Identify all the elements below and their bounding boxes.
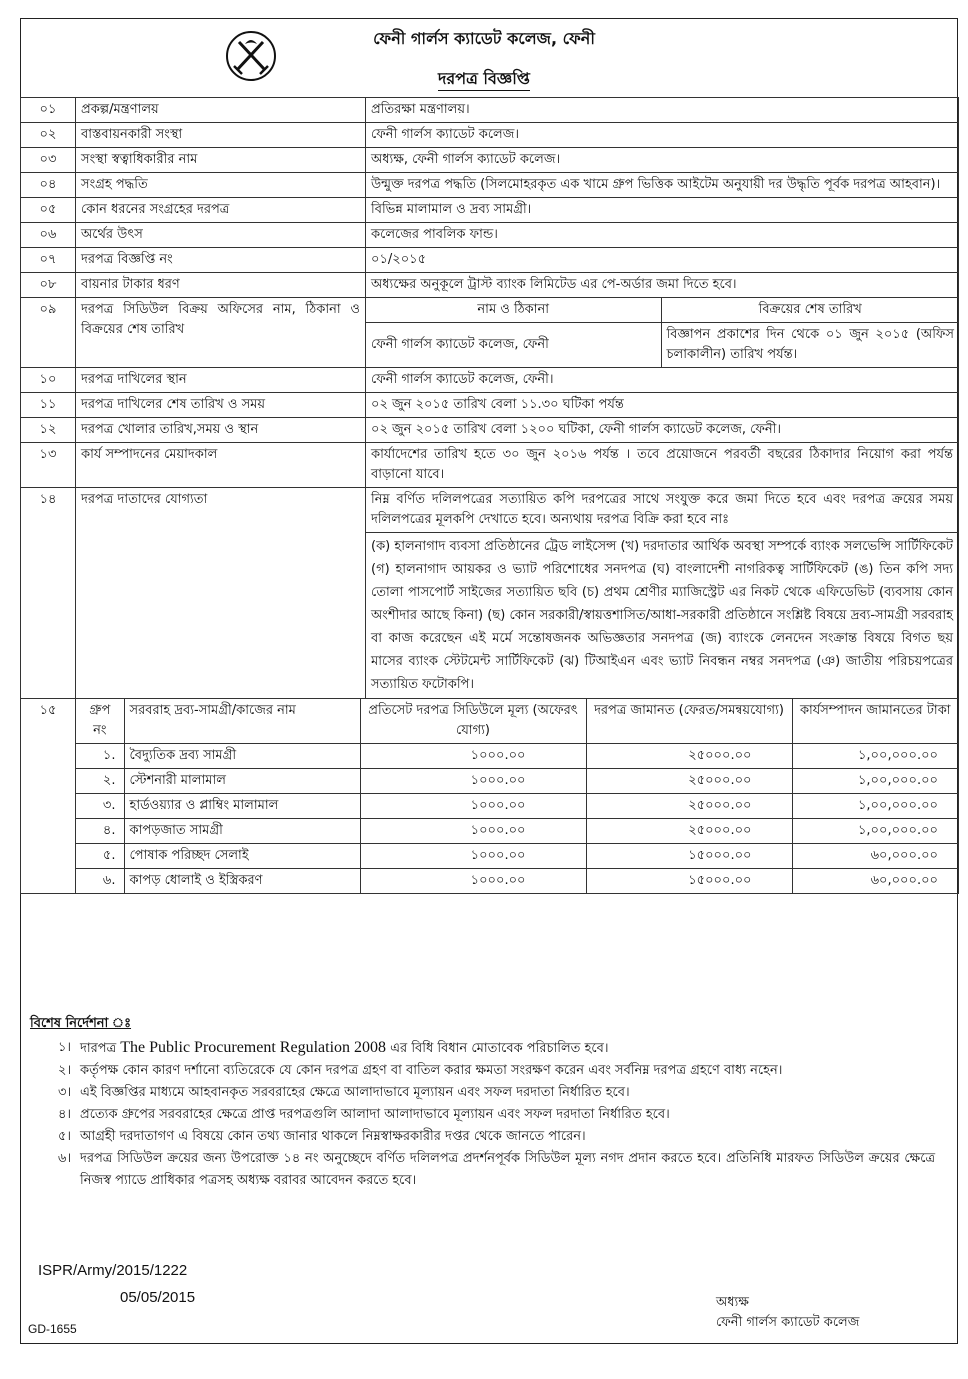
list-item: ৪। প্রত্যেক গ্রুপের সরবরাহের ক্ষেত্রে প্রাপ্ত দরপত্রগুলি আলাদা আলাদাভাবে মূল্যায়ন এবং সফল দরদাতা নির্ধারিত হবে।	[58, 1107, 670, 1122]
table-row: ১১ দরপত্র দাখিলের শেষ তারিখ ও সময় ০২ জুন ২০১৫ তারিখ বেলা ১১.৩০ ঘটিকা পর্যন্ত	[21, 393, 959, 418]
schedule-office-table: নাম ও ঠিকানা বিক্রয়ের শেষ তারিখ ফেনী গার্লস ক্যাডেট কলেজ, ফেনী বিজ্ঞাপন প্রকাশের দিন থেকে ০১ জুন ২০১৫ (অফিস চলাকালীন) তারিখ পর্যন্ত।	[366, 298, 959, 367]
instructions-heading: বিশেষ নির্দেশনা ঃ	[30, 1016, 132, 1031]
notice-title: দরপত্র বিজ্ঞপ্তি	[0, 66, 968, 93]
college-title: ফেনী গার্লস ক্যাডেট কলেজ, ফেনী	[373, 29, 595, 48]
gd-number: GD-1655	[28, 1322, 77, 1336]
issue-date: 05/05/2015	[120, 1289, 196, 1306]
group-row: ১. বৈদ্যুতিক দ্রব্য সামগ্রী ১০০০.০০ ২৫০০০.০০ ১,০০,০০০.০০	[76, 744, 958, 769]
table-row: ০৬ অর্থের উৎস কলেজের পাবলিক ফান্ড।	[21, 223, 959, 248]
group-row: ৪. কাপড়জাত সামগ্রী ১০০০.০০ ২৫০০০.০০ ১,০০,০০০.০০	[76, 819, 958, 844]
table-row: ০৫ কোন ধরনের সংগ্রহের দরপত্র বিভিন্ন মালামাল ও দ্রব্য সামগ্রী।	[21, 198, 959, 223]
group-price-table	[76, 699, 958, 893]
signatory-title: অধ্যক্ষ	[716, 1295, 749, 1310]
table-row: ১০ দরপত্র দাখিলের স্থান ফেনী গার্লস ক্যাডেট কলেজ, ফেনী।	[21, 368, 959, 393]
table-row: ১৫ গ্রুপ নং সরবরাহ দ্রব্য-সামগ্রী/কাজের নাম প্রতিসেট দরপত্র সিডিউলে মূল্য (অফেরৎ যোগ্য) দরপত্র জামানত (ফেরত/সমন্বয়যোগ্য) কার্যসম্পাদন জামানতের টাকা ১. বৈদ্যুতিক দ্রব্য সামগ্রী ১০০০.০০ ২৫০০০.০০ ১,০০,০০০.০০ ২. স্টেশনারী মালামাল ১০০০.০০ ২৫০০০.০০ ১,০০,০০০.০০ ৩. হার্ডওয়্যার ও প্লাম্বিং মালামাল ১০০০.০০ ২৫০০০.০০ ১,০০,০০০.০০ ৪. কাপড়জাত সামগ্রী ১০০০.০০ ২৫০০০.০০ ১,০০,০০০.০০ ৫. পোষাক পরিচ্ছদ সেলাই ১০০০.০০ ১৫০০০.০০ ৬০,০০০.০০ ৬. কাপড় ধোলাই ও ইস্ত্রিকরণ ১০০০.০০ ১৫০০০.০০ ৬০,০০০.০০	[21, 699, 959, 894]
group-row: ২. স্টেশনারী মালামাল ১০০০.০০ ২৫০০০.০০ ১,০০,০০০.০০	[76, 769, 958, 794]
table-row: ০৯ দরপত্র সিডিউল বিক্রয় অফিসের নাম, ঠিকানা ও বিক্রয়ের শেষ তারিখ নাম ও ঠিকানা বিক্রয়ের শেষ তারিখ ফেনী গার্লস ক্যাডেট কলেজ, ফেনী বিজ্ঞাপন প্রকাশের দিন থেকে ০১ জুন ২০১৫ (অফিস চলাকালীন) তারিখ পর্যন্ত।	[21, 298, 959, 368]
table-row: ০২ বাস্তবায়নকারী সংস্থা ফেনী গার্লস ক্যাডেট কলেজ।	[21, 123, 959, 148]
table-row: ১৩ কার্য সম্পাদনের মেয়াদকাল কার্যাদেশের তারিখ হতে ৩০ জুন ২০১৬ পর্যন্ত । তবে প্রয়োজনে পরবর্তী বছরের ঠিকাদার নিয়োগ করা পর্যন্ত বাড়ানো যাবে।	[21, 443, 959, 488]
table-row: ১৪ দরপত্র দাতাদের যোগ্যতা নিম্ন বর্ণিত দলিলপত্রের সত্যায়িত কপি দরপত্রের সাথে সংযুক্ত করে জমা দিতে হবে এবং দরপত্র ক্রয়ের সময় দলিলপত্রের মূলকপি দেখাতে হবে। অন্যথায় দরপত্র বিক্রি করা হবে নাঃ (ক) হালনাগাদ ব্যবসা প্রতিষ্ঠানের ট্রেড লাইসেন্স (খ) দরদাতার আর্থিক অবস্থা সম্পর্কে ব্যাংক সলভেন্সি সার্টিফিকেট (গ) হালনাগাদ আয়কর ও ভ্যাট পরিশোধের সনদপত্র (ঘ) বাংলাদেশী নাগরিকত্ব সার্টিফিকেট (ঙ) তিন কপি সদ্য তোলা পাসপোর্ট সাইজের সত্যায়িত ছবি (চ) প্রথম শ্রেণীর ম্যাজিস্ট্রেট এর নিকট থেকে এফিডেভিট (ব্যবসায় কোন অংশীদার আছে কিনা) (ছ) কোন সরকারী/স্বায়ত্তশাসিত/আধা-সরকারী প্রতিষ্ঠানে সংশ্লিষ্ট বিষয়ে দ্রব্য-সামগ্রী সরবরাহ বা কাজ করেছেন এই মর্মে সন্তোষজনক অভিজ্ঞতার সনদপত্র (জ) ব্যাংকে লেনদেন সংক্রান্ত বিষয়ে বিগত ছয় মাসের ব্যাংক স্টেটমেন্ট সার্টিফিকেট (ঝ) টিআইএন এবং ভ্যাট নিবন্ধন নম্বর সনদপত্র (ঞ) জাতীয় পরিচয়পত্রের সত্যায়িত ফটোকপি।	[21, 488, 959, 699]
group-table-header: গ্রুপ নং সরবরাহ দ্রব্য-সামগ্রী/কাজের নাম প্রতিসেট দরপত্র সিডিউলে মূল্য (অফেরৎ যোগ্য) দরপত্র জামানত (ফেরত/সমন্বয়যোগ্য) কার্যসম্পাদন জামানতের টাকা	[76, 699, 958, 744]
qualification-intro: নিম্ন বর্ণিত দলিলপত্রের সত্যায়িত কপি দরপত্রের সাথে সংযুক্ত করে জমা দিতে হবে এবং দরপত্র ক্রয়ের সময় দলিলপত্রের মূলকপি দেখাতে হবে। অন্যথায় দরপত্র বিক্রি করা হবে নাঃ	[366, 488, 958, 533]
signatory-organization: ফেনী গার্লস ক্যাডেট কলেজ	[716, 1315, 860, 1330]
table-row: ০৭ দরপত্র বিজ্ঞপ্তি নং ০১/২০১৫	[21, 248, 959, 273]
list-item: ৫। আগ্রহী দরদাতাগণ এ বিষয়ে কোন তথ্য জানার থাকলে নিম্নস্বাক্ষরকারীর দপ্তর থেকে জানতে পারেন।	[58, 1129, 586, 1144]
list-item: ৬। দরপত্র সিডিউল ক্রয়ের জন্য উপরোক্ত ১৪ নং অনুচ্ছেদে বর্ণিত দলিলপত্র প্রদর্শনপূর্বক সিডিউল মূল্য নগদ প্রদান করতে হবে। প্রতিনিধি মারফত সিডিউল ক্রয়ের ক্ষেত্রে নিজস্ব প্যাডে প্রাধিকার পত্রসহ অধ্যক্ষ বরাবর আবেদন করতে হবে।	[58, 1151, 935, 1188]
table-row: ০১ প্রকল্প/মন্ত্রণালয় প্রতিরক্ষা মন্ত্রণালয়।	[21, 98, 959, 123]
list-item: ২। কর্তৃপক্ষ কোন কারণ দর্শানো ব্যতিরেকে যে কোন দরপত্র গ্রহণ বা বাতিল করার ক্ষমতা সংরক্ষণ করেন এবং সর্বনিম্ন দরপত্র গ্রহণে বাধ্য নহেন।	[58, 1063, 783, 1078]
group-row: ৬. কাপড় ধোলাই ও ইস্ত্রিকরণ ১০০০.০০ ১৫০০০.০০ ৬০,০০০.০০	[76, 869, 958, 894]
group-row: ৩. হার্ডওয়্যার ও প্লাম্বিং মালামাল ১০০০.০০ ২৫০০০.০০ ১,০০,০০০.০০	[76, 794, 958, 819]
list-item: ১। দারপত্র The Public Procurement Regulation 2008 এর বিধি বিধান মোতাবেক পরিচালিত হবে।	[58, 1039, 609, 1056]
table-row: ১২ দরপত্র খোলার তারিখ,সময় ও স্থান ০২ জুন ২০১৫ তারিখ বেলা ১২০০ ঘটিকা, ফেনী গার্লস ক্যাডেট কলেজ, ফেনী।	[21, 418, 959, 443]
table-row: ০৪ সংগ্রহ পদ্ধতি উন্মুক্ত দরপত্র পদ্ধতি (সিলমোহরকৃত এক খামে গ্রুপ ভিত্তিক আইটেম অনুযায়ী দর উদ্ধৃতি পূর্বক দরপত্র আহবান)।	[21, 173, 959, 198]
group-row: ৫. পোষাক পরিচ্ছদ সেলাই ১০০০.০০ ১৫০০০.০০ ৬০,০০০.০০	[76, 844, 958, 869]
list-item: ৩। এই বিজ্ঞপ্তির মাধ্যমে আহবানকৃত সরবরাহের ক্ষেত্রে আলাদাভাবে মূল্যায়ন এবং সফল দরদাতা নির্ধারিত হবে।	[58, 1085, 630, 1100]
table-row: ০৮ বায়নার টাকার ধরণ অধ্যক্ষের অনুকূলে ট্রাস্ট ব্যাংক লিমিটেড এর পে-অর্ডার জমা দিতে হবে।	[21, 273, 959, 298]
table-row: ০৩ সংস্থা স্বত্বাধিকারীর নাম অধ্যক্ষ, ফেনী গার্লস ক্যাডেট কলেজ।	[21, 148, 959, 173]
qualification-documents: (ক) হালনাগাদ ব্যবসা প্রতিষ্ঠানের ট্রেড লাইসেন্স (খ) দরদাতার আর্থিক অবস্থা সম্পর্কে ব্যাংক সলভেন্সি সার্টিফিকেট (গ) হালনাগাদ আয়কর ও ভ্যাট পরিশোধের সনদপত্র (ঘ) বাংলাদেশী নাগরিকত্ব সার্টিফিকেট (ঙ) তিন কপি সদ্য তোলা পাসপোর্ট সাইজের সত্যায়িত ছবি (চ) প্রথম শ্রেণীর ম্যাজিস্ট্রেট এর নিকট থেকে এফিডেভিট (ব্যবসায় কোন অংশীদার আছে কিনা) (ছ) কোন সরকারী/স্বায়ত্তশাসিত/আধা-সরকারী প্রতিষ্ঠানে সংশ্লিষ্ট বিষয়ে দ্রব্য-সামগ্রী সরবরাহ বা কাজ করেছেন এই মর্মে সন্তোষজনক অভিজ্ঞতার সনদপত্র (জ) ব্যাংকে লেনদেন সংক্রান্ত বিষয়ে বিগত ছয় মাসের ব্যাংক স্টেটমেন্ট সার্টিফিকেট (ঝ) টিআইএন এবং ভ্যাট নিবন্ধন নম্বর সনদপত্র (ঞ) জাতীয় পরিচয়পত্রের সত্যায়িত ফটোকপি।	[371, 539, 953, 692]
special-instructions	[30, 1013, 935, 1192]
ispr-reference: ISPR/Army/2015/1222	[38, 1262, 188, 1279]
tender-table	[20, 97, 959, 894]
